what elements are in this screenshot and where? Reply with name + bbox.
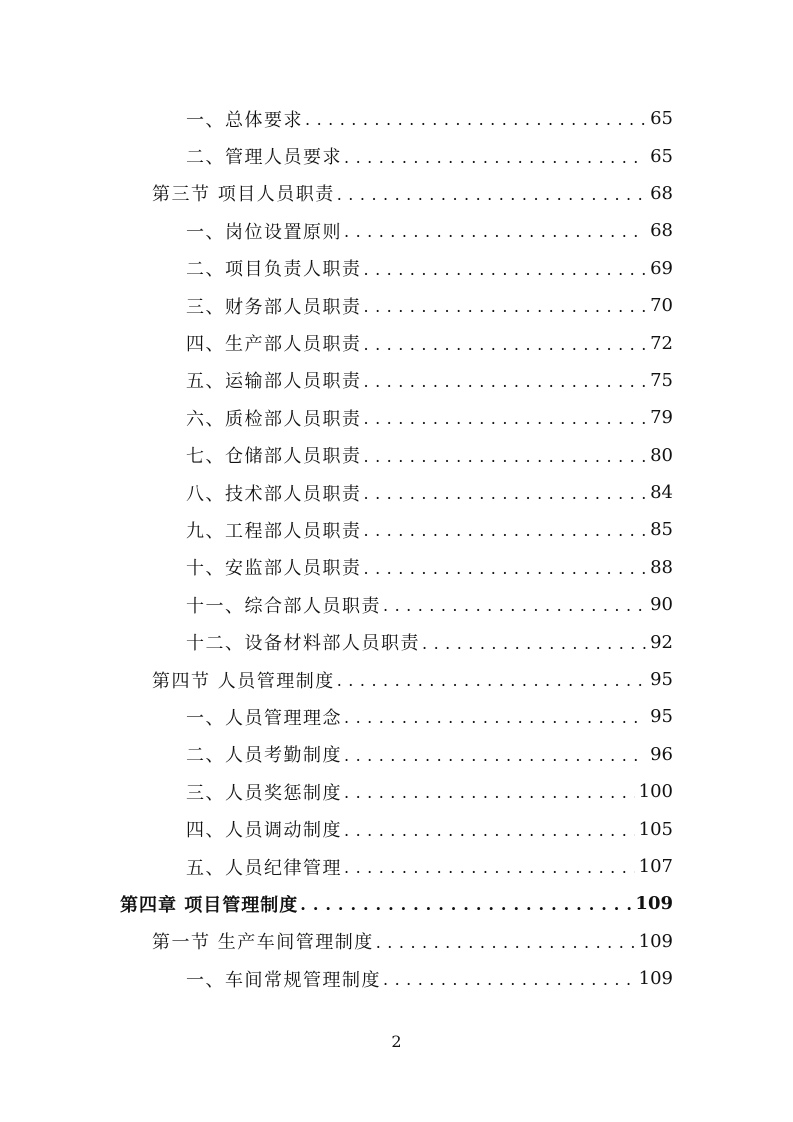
toc-dot-leader — [364, 335, 647, 354]
toc-entry-page-number: 88 — [650, 556, 673, 578]
toc-entry-title: 四、生产部人员职责 — [186, 334, 362, 356]
toc-section-entry[interactable] — [0, 175, 793, 212]
toc-entry-page-number: 90 — [650, 594, 673, 616]
toc-entry-page-number: 75 — [650, 369, 673, 391]
toc-entry-page-number: 105 — [638, 818, 673, 840]
toc-dot-leader — [364, 484, 647, 503]
toc-entry-page-number: 65 — [650, 145, 673, 167]
toc-subsection-entry[interactable] — [0, 549, 793, 586]
toc-subsection-entry[interactable] — [0, 100, 793, 137]
toc-subsection-entry[interactable] — [0, 736, 793, 773]
toc-dot-leader — [344, 858, 635, 877]
toc-dot-leader — [344, 222, 646, 241]
toc-subsection-entry[interactable] — [0, 212, 793, 249]
toc-entry-title: 一、人员管理理念 — [186, 707, 342, 729]
toc-dot-leader — [364, 409, 647, 428]
toc-entry-page-number: 69 — [650, 257, 673, 279]
toc-entry-page-number: 85 — [650, 519, 673, 541]
toc-entry-page-number: 92 — [650, 631, 673, 653]
toc-entry-page-number: 107 — [638, 856, 673, 877]
toc-entry-title: 第三节 项目人员职责 — [152, 184, 335, 206]
toc-dot-leader — [344, 148, 646, 167]
toc-subsection-entry[interactable] — [0, 362, 793, 399]
toc-entry-title: 十一、综合部人员职责 — [186, 595, 381, 617]
toc-entry-page-number: 100 — [638, 781, 673, 803]
toc-dot-leader — [337, 185, 646, 204]
toc-entry-title: 二、人员考勤制度 — [186, 745, 342, 767]
toc-subsection-entry[interactable] — [0, 810, 793, 847]
toc-entry-title: 一、总体要求 — [186, 109, 303, 131]
toc-subsection-entry[interactable] — [0, 287, 793, 324]
toc-entry-page-number: 68 — [650, 220, 673, 242]
toc-subsection-entry[interactable] — [0, 698, 793, 735]
toc-entry-page-number: 72 — [650, 332, 673, 354]
toc-entry-page-number: 95 — [650, 669, 673, 691]
toc-entry-title: 七、仓储部人员职责 — [186, 446, 362, 468]
toc-subsection-entry[interactable] — [0, 324, 793, 361]
toc-entry-page-number: 79 — [650, 407, 673, 429]
table-of-contents — [0, 100, 793, 997]
toc-dot-leader — [376, 933, 635, 952]
toc-entry-page-number: 109 — [638, 930, 673, 952]
toc-entry-page-number: 109 — [638, 968, 673, 990]
toc-subsection-entry[interactable] — [0, 960, 793, 997]
toc-entry-title: 六、质检部人员职责 — [186, 408, 362, 430]
toc-entry-title: 十、安监部人员职责 — [186, 558, 362, 580]
toc-dot-leader — [364, 559, 647, 578]
toc-dot-leader — [364, 372, 647, 391]
toc-subsection-entry[interactable] — [0, 623, 793, 660]
toc-entry-title: 八、技术部人员职责 — [186, 483, 362, 505]
toc-entry-title: 四、人员调动制度 — [186, 820, 342, 842]
page-number: 2 — [391, 1032, 402, 1051]
toc-dot-leader — [364, 521, 647, 540]
toc-entry-title: 一、岗位设置原则 — [186, 221, 342, 243]
toc-dot-leader — [383, 596, 646, 615]
toc-subsection-entry[interactable] — [0, 773, 793, 810]
toc-subsection-entry[interactable] — [0, 437, 793, 474]
toc-entry-title: 五、人员纪律管理 — [186, 857, 342, 879]
toc-dot-leader — [305, 110, 646, 129]
toc-entry-page-number: 70 — [650, 295, 673, 317]
toc-dot-leader — [364, 260, 647, 279]
toc-dot-leader — [344, 708, 646, 727]
toc-entry-title: 第一节 生产车间管理制度 — [152, 932, 374, 954]
toc-subsection-entry[interactable] — [0, 511, 793, 548]
toc-entry-page-number: 84 — [650, 482, 673, 504]
toc-entry-title: 九、工程部人员职责 — [186, 520, 362, 542]
toc-entry-title: 三、人员奖惩制度 — [186, 782, 342, 804]
toc-section-entry[interactable] — [0, 923, 793, 960]
toc-entry-page-number: 65 — [650, 108, 673, 130]
toc-dot-leader — [344, 746, 646, 765]
toc-entry-page-number: 109 — [635, 893, 673, 915]
toc-entry-page-number: 95 — [650, 706, 673, 728]
toc-entry-title: 一、车间常规管理制度 — [186, 969, 381, 991]
toc-entry-page-number: 96 — [650, 743, 673, 765]
toc-entry-page-number: 68 — [650, 182, 673, 204]
toc-entry-page-number: 80 — [650, 444, 673, 466]
toc-entry-title: 第四章 项目管理制度 — [120, 894, 299, 916]
toc-dot-leader — [422, 634, 646, 653]
toc-entry-title: 第四节 人员管理制度 — [152, 670, 335, 692]
toc-dot-leader — [383, 970, 635, 989]
toc-entry-title: 十二、设备材料部人员职责 — [186, 633, 420, 655]
toc-subsection-entry[interactable] — [0, 399, 793, 436]
toc-dot-leader — [337, 671, 646, 690]
toc-dot-leader — [344, 821, 635, 840]
toc-subsection-entry[interactable] — [0, 474, 793, 511]
toc-entry-title: 三、财务部人员职责 — [186, 296, 362, 318]
toc-subsection-entry[interactable] — [0, 848, 793, 885]
toc-chapter-entry[interactable] — [0, 885, 793, 922]
toc-dot-leader — [364, 297, 647, 316]
toc-section-entry[interactable] — [0, 661, 793, 698]
toc-entry-title: 二、管理人员要求 — [186, 147, 342, 169]
toc-entry-title: 五、运输部人员职责 — [186, 371, 362, 393]
toc-entry-title: 二、项目负责人职责 — [186, 259, 362, 281]
toc-subsection-entry[interactable] — [0, 586, 793, 623]
toc-dot-leader — [344, 783, 635, 802]
toc-subsection-entry[interactable] — [0, 250, 793, 287]
toc-dot-leader — [300, 895, 631, 914]
toc-subsection-entry[interactable] — [0, 137, 793, 174]
toc-dot-leader — [364, 447, 647, 466]
